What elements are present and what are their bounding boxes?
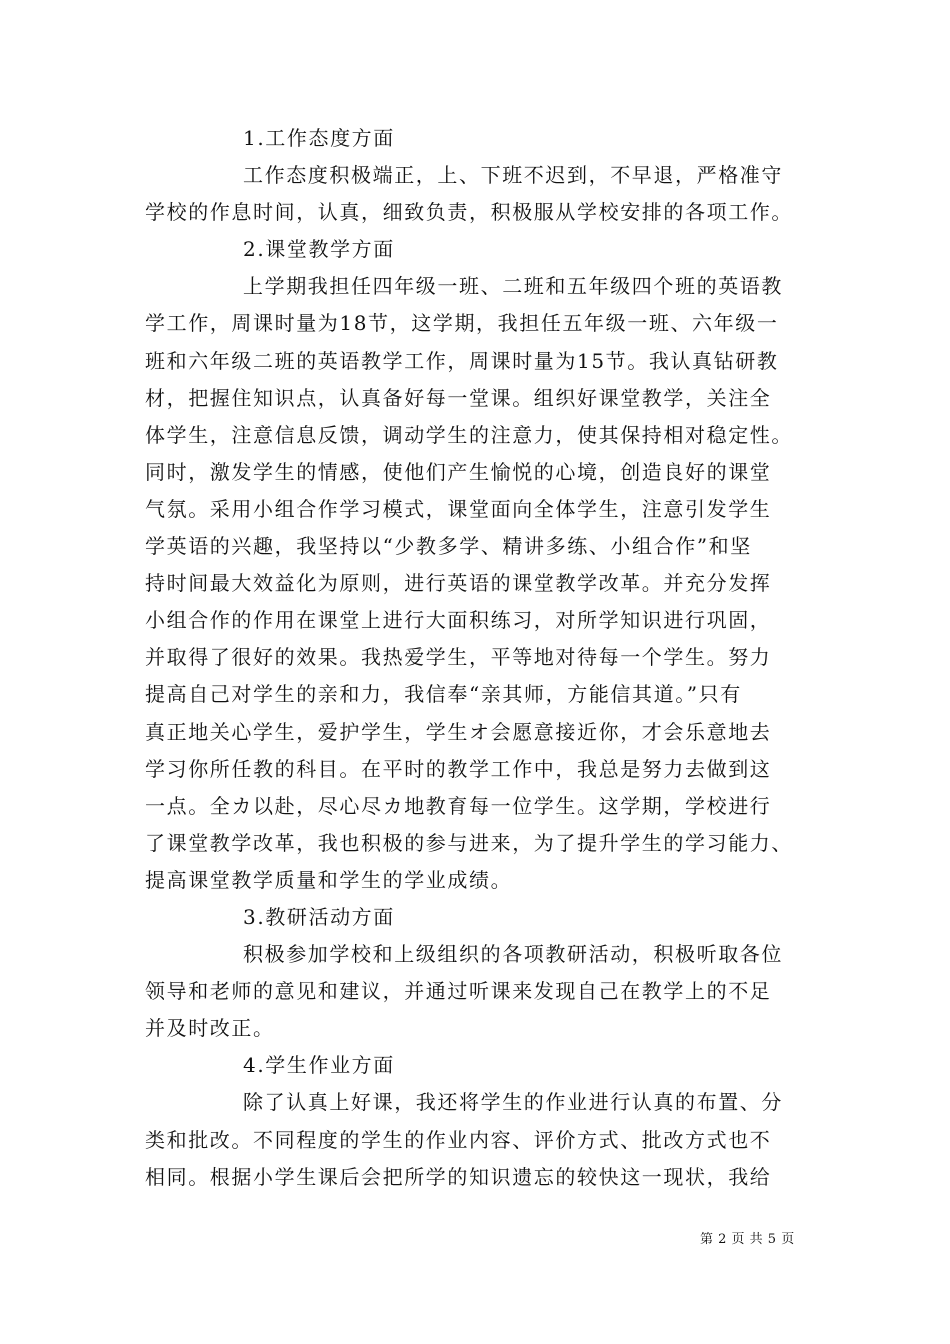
section-heading-student-homework: 4.学生作业方面 — [243, 1053, 395, 1078]
paragraph-line: 气氛。采用小组合作学习模式，课堂面向全体学生，注意引发学生 — [145, 496, 772, 521]
paragraph-line: 了课堂教学改革，我也积极的参与进来，为了提升学生的学习能力、 — [145, 830, 793, 855]
paragraph-line: 并取得了很好的效果。我热爱学生，平等地对待每一个学生。努力 — [145, 645, 772, 670]
paragraph-line: 领导和老师的意见和建议，并通过听课来发现自己在教学上的不足 — [145, 979, 772, 1004]
paragraph-line: 工作态度积极端正，上、下班不迟到，不早退，严格准守 — [243, 163, 783, 188]
paragraph-line: 小组合作的作用在课堂上进行大面积练习，对所学知识进行巩固， — [145, 608, 772, 633]
paragraph-line: 除了认真上好课，我还将学生的作业进行认真的布置、分 — [243, 1090, 783, 1115]
paragraph-line: 学校的作息时间，认真，细致负责，积极服从学校安排的各项工作。 — [145, 200, 793, 225]
section-heading-teaching-research: 3.教研活动方面 — [243, 904, 395, 929]
page-number-footer: 第 2 页 共 5 页 — [700, 1232, 795, 1247]
paragraph-line: 并及时改正。 — [145, 1016, 275, 1041]
paragraph-line: 积极参加学校和上级组织的各项教研活动，积极听取各位 — [243, 942, 783, 967]
paragraph-line: 提高课堂教学质量和学生的学业成绩。 — [145, 867, 513, 892]
paragraph-line: 提高自己对学生的亲和力，我信奉“亲其师，方能信其道。”只有 — [145, 682, 742, 707]
paragraph-line: 体学生，注意信息反馈，调动学生的注意力，使其保持相对稳定性。 — [145, 422, 793, 447]
paragraph-line: 学习你所任教的科目。在平时的教学工作中，我总是努力去做到这 — [145, 756, 772, 781]
paragraph-line: 真正地关心学生，爱护学生，学生オ会愿意接近你，才会乐意地去 — [145, 719, 772, 744]
paragraph-line: 上学期我担任四年级一班、二班和五年级四个班的英语教 — [243, 274, 783, 299]
paragraph-line: 相同。根据小学生课后会把所学的知识遗忘的较快这一现状，我给 — [145, 1164, 772, 1189]
document-body — [145, 120, 825, 1196]
paragraph-line: 班和六年级二班的英语教学工作，周课时量为15节。我认真钻研教 — [145, 348, 779, 373]
paragraph-line: 一点。全カ以赴，尽心尽カ地教育每一位学生。这学期，学校进行 — [145, 793, 772, 818]
paragraph-line: 类和批改。不同程度的学生的作业内容、评价方式、批改方式也不 — [145, 1127, 772, 1152]
paragraph-line: 持时间最大效益化为原则，进行英语的课堂教学改革。并充分发挥 — [145, 571, 772, 596]
paragraph-line: 学英语的兴趣，我坚持以“少教多学、精讲多练、小组合作”和坚 — [145, 534, 752, 559]
paragraph-line: 学工作，周课时量为18节，这学期，我担任五年级一班、六年级一 — [145, 311, 779, 336]
paragraph-line: 材，把握住知识点，认真备好每一堂课。组织好课堂教学，关注全 — [145, 385, 772, 410]
paragraph-line: 同时，激发学生的情感，使他们产生愉悦的心境，创造良好的课堂 — [145, 459, 772, 484]
section-heading-work-attitude: 1.工作态度方面 — [243, 126, 395, 150]
section-heading-classroom-teaching: 2.课堂教学方面 — [243, 237, 395, 262]
